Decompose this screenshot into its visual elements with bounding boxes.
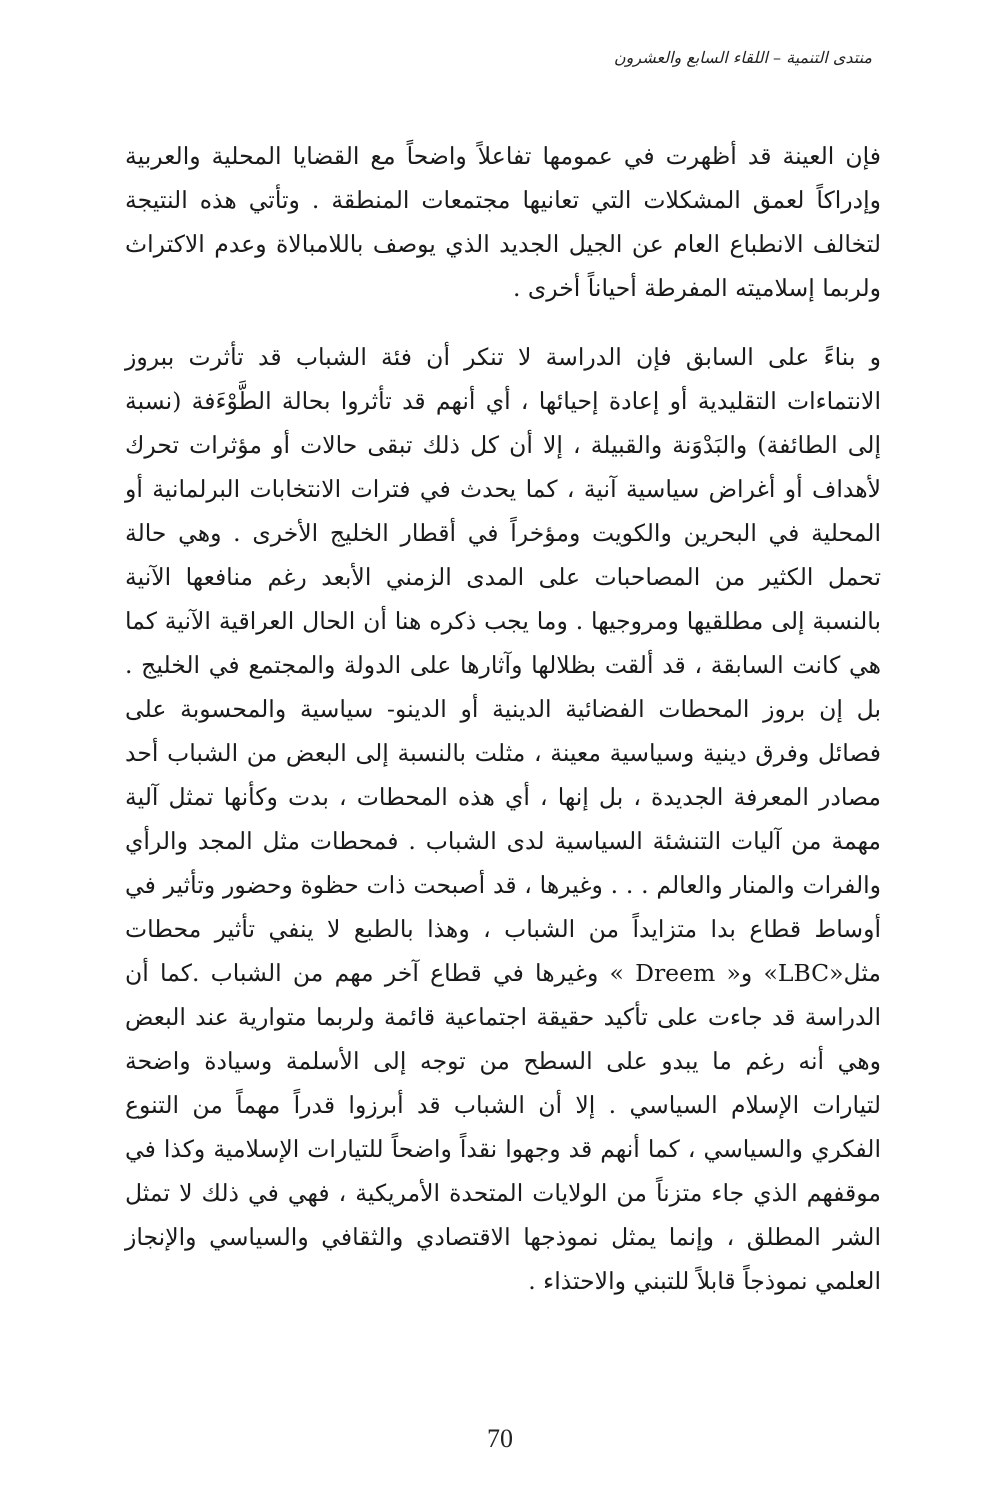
page-number: 70 [487,1424,513,1453]
paragraph: و بناءً على السابق فإن الدراسة لا تنكر أن فئة الشباب قد تأثرت ببروز الانتماءات التقليدية أو إعادة إحيائها ، أي أنهم قد تأثروا بحالة الطَّوْءَفة (نسبة إلى الطائفة) والبَدْوَنة والقبيلة ، إلا أن كل ذلك تبقى حالات أو مؤثرات تحرك لأهداف أو أغراض سياسية آنية ، كما يحدث في فترات الانتخابات البرلمانية أو المحلية في البحرين والكويت ومؤخراً في أقطار الخليج الأخرى . وهي حالة تحمل الكثير من المصاحبات على المدى الزمني الأبعد رغم منافعها الآنية بالنسبة إلى مطلقيها ومروجيها . وما يجب ذكره هنا أن الحال العراقية الآنية كما هي كانت السابقة ، قد ألقت بظلالها وآثارها على الدولة والمجتمع في الخليج . بل إن بروز المحطات الفضائية الدينية أو الدينو- سياسية والمحسوبة على فصائل وفرق دينية وسياسية معينة ، مثلت بالنسبة إلى البعض من الشباب أحد مصادر المعرفة الجديدة ، بل إنها ، أي هذه المحطات ، بدت وكأنها تمثل آلية مهمة من آليات التنشئة السياسية لدى الشباب . فمحطات مثل المجد والرأي والفرات والمنار والعالم . . . وغيرها ، قد أصبحت ذات حظوة وحضور وتأثير في أوساط قطاع بدا متزايداً من الشباب ، وهذا بالطبع لا ينفي تأثير محطات مثل«LBC» و« Dreem » وغيرها في قطاع آخر مهم من الشباب .كما أن الدراسة قد جاءت على تأكيد حقيقة اجتماعية قائمة ولربما متوارية عند البعض وهي أنه رغم ما يبدو على السطح من توجه إلى الأسلمة وسيادة واضحة لتيارات الإسلام السياسي . إلا أن الشباب قد أبرزوا قدراً مهماً من التنوع الفكري والسياسي ، كما أنهم قد وجهوا نقداً واضحاً للتيارات الإسلامية وكذا في موقفهم الذي جاء متزناً من الولايات المتحدة الأمريكية ، فهي في ذلك لا تمثل الشر المطلق ، وإنما يمثل نموذجها الاقتصادي والثقافي والسياسي والإنجاز العلمي نموذجاً قابلاً للتبني والاحتذاء . [125,343,881,1295]
body-text [125,134,881,1303]
paragraph: فإن العينة قد أظهرت في عمومها تفاعلاً واضحاً مع القضايا المحلية والعربية وإدراكاً لعمق المشكلات التي تعانيها مجتمعات المنطقة . وتأتي هذه النتيجة لتخالف الانطباع العام عن الجيل الجديد الذي يوصف باللامبالاة وعدم الاكتراث ولربما إسلاميته المفرطة أحياناً أخرى . [125,142,881,302]
running-header: منتدى التنمية – اللقاء السابع والعشرون [613,48,872,67]
